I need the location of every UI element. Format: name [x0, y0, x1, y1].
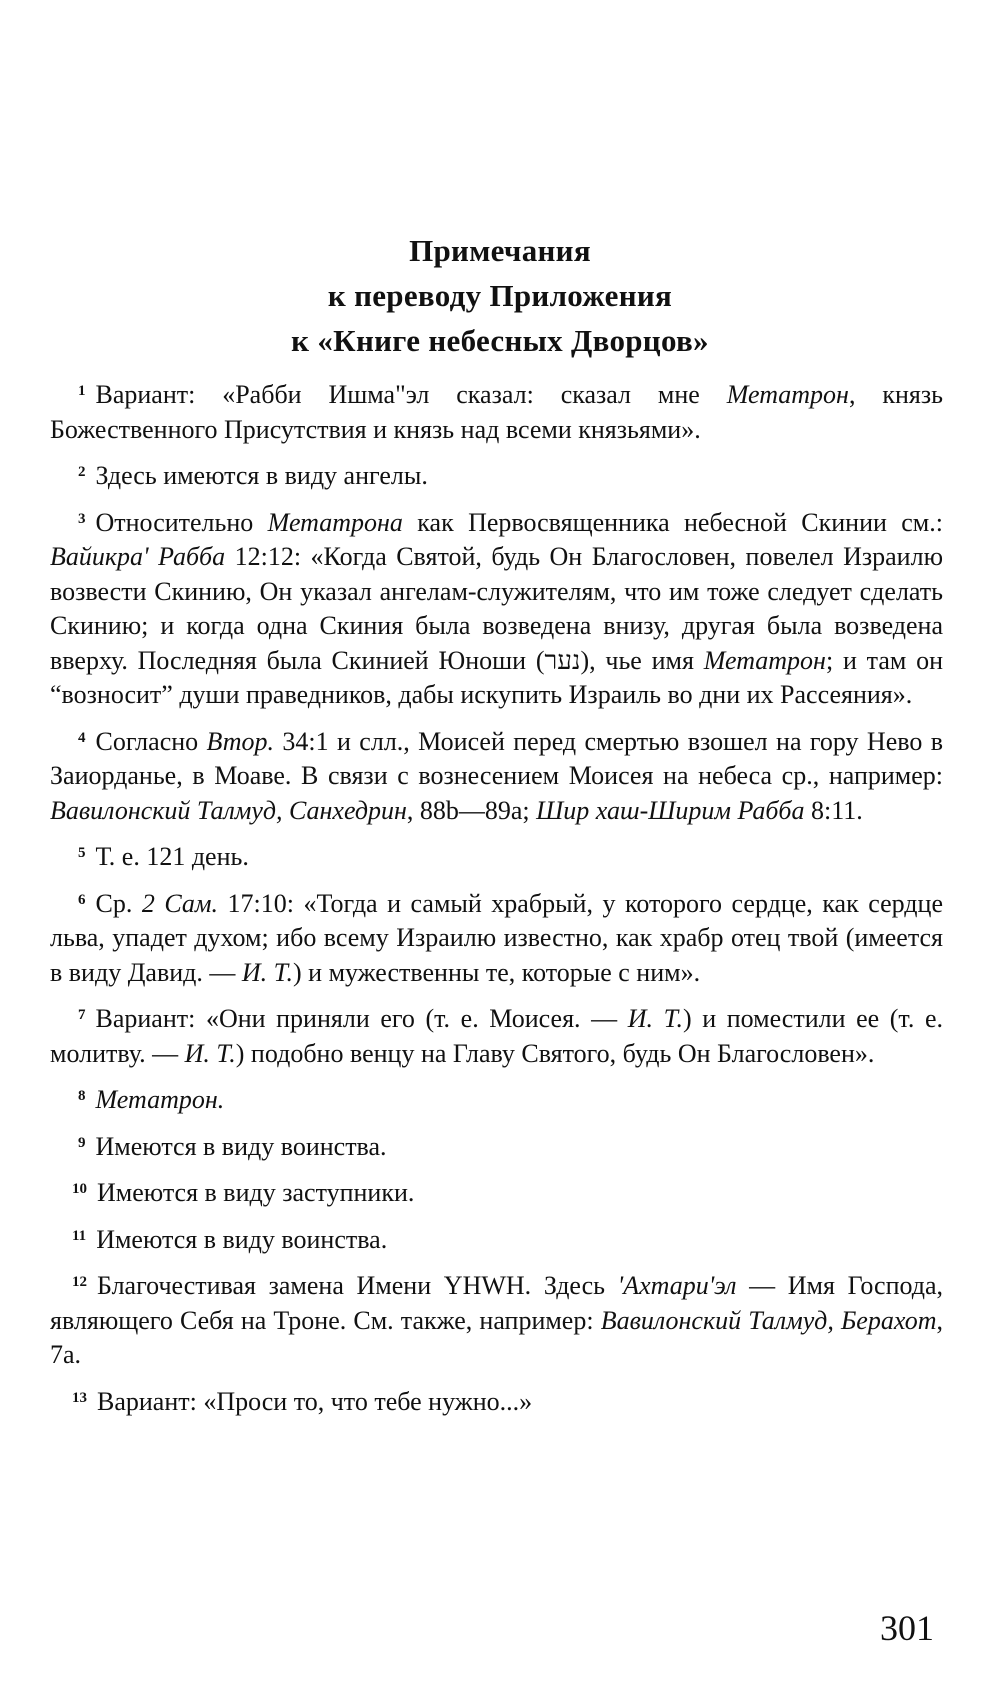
note-1: 1 Вариант: «Рабби Ишма"эл сказал: сказал мне Метатрон, князь Божественного Присутствия и князь над всеми князьями».: [50, 380, 943, 444]
section-title: [0, 228, 1000, 363]
note-8: 8 Метатрон.: [78, 1085, 225, 1114]
note-number: 9: [78, 1134, 86, 1151]
note-11: 11 Имеются в виду воинства.: [72, 1224, 388, 1254]
note-5: 5 Т. е. 121 день.: [78, 842, 249, 871]
note-number: 7: [78, 1007, 86, 1023]
note-number: 10: [72, 1181, 87, 1197]
note-number: 13: [72, 1389, 87, 1406]
title-line-2: к переводу Приложения: [327, 278, 673, 313]
note-number: 3: [78, 510, 86, 527]
page-number: 301: [880, 1608, 934, 1648]
note-10: 10 Имеются в виду заступники.: [72, 1178, 415, 1207]
note-number: 2: [78, 464, 86, 480]
note-12: 12 Благочестивая замена Имени YHWH. Здесь 'Ахтари'эл — Имя Господа, являющего Себя на Троне. См. также, например: Вавилонский Талмуд, Берахот, 7a.: [50, 1271, 943, 1369]
note-6: 6 Ср. 2 Сам. 17:10: «Тогда и самый храбрый, у которого сердце, как сердце льва, упадет духом; ибо всему Израилю известно, как храбр отец твой (имеется в виду Давид. — И. Т.) и мужественны те, которые с ним».: [50, 888, 943, 987]
notes-list: [50, 378, 943, 1419]
note-number: 1: [78, 383, 86, 399]
note-7: 7 Вариант: «Они приняли его (т. е. Моисея. — И. Т.) и поместили ее (т. е. молитву. — И. Т.) подобно венцу на Главу Святого, будь Он Благословен».: [50, 1004, 943, 1068]
note-number: 5: [78, 845, 86, 861]
note-4: 4 Согласно Втор. 34:1 и слл., Моисей перед смертью взошел на гору Нево в Заиорданье, в Моаве. В связи с вознесением Моисея на небеса ср., например: Вавилонский Талмуд, Санхедрин, 88b—89a; Шир хаш-Ширим Рабба 8:11.: [50, 726, 943, 825]
note-number: 12: [72, 1274, 87, 1290]
note-13: 13 Вариант: «Проси то, что тебе нужно...»: [72, 1386, 533, 1416]
note-number: 6: [78, 891, 86, 908]
note-3: 3 Относительно Метатрона как Первосвященника небесной Скинии см.: Вайикра' Рабба 12:12: «Когда Святой, будь Он Благословен, повелел Израилю возвести Скинию, Он указал ангелам-служителям, что им тоже следует сделать Скинию; и когда одна Скиния была возведена внизу, другая была возведена вверху. Последняя была Скинией Юноши (נער), чье имя Метатрон; и там он “возносит” души праведников, дабы искупить Израиль во дни их Рассеяния».: [50, 507, 943, 709]
note-9: 9 Имеются в виду воинства.: [78, 1131, 387, 1161]
note-2: 2 Здесь имеются в виду ангелы.: [78, 461, 428, 490]
note-number: 4: [78, 729, 86, 746]
title-line-3: к «Книге небесных Дворцов»: [291, 323, 709, 358]
title-line-1: Примечания: [409, 233, 591, 268]
note-number: 8: [78, 1088, 86, 1104]
note-number: 11: [72, 1227, 87, 1244]
